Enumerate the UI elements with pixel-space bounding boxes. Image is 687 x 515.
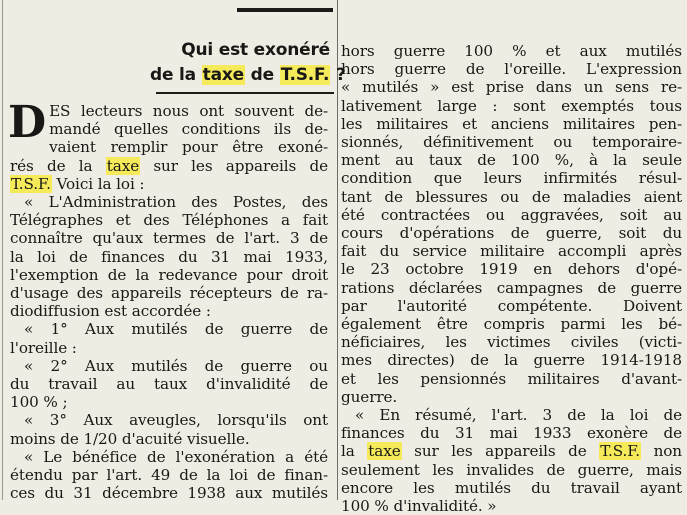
text-line: « 2° Aux mutilés de guerre ou [24,356,328,375]
highlight-tsf: T.S.F. [280,65,330,85]
margin-line [2,0,3,500]
text-line: « Le bénéfice de l'exonération a été [24,447,328,466]
headline-text: de la [150,65,202,85]
highlighted-word: taxe [368,442,401,461]
text-line: la taxe sur les appareils de T.S.F. non [341,442,682,461]
text-line: encore les mutilés du travail ayant [341,478,682,497]
text-line: 100 % ; [10,393,68,412]
headline-text: ? [330,65,346,85]
text-line: également être compris parmi les bé- [341,315,682,334]
text-line: le 23 octobre 1919 en dehors d'opé- [341,260,682,279]
right-column [341,42,682,515]
text-line: lativement large : sont exemptés tous [341,96,682,115]
text-line: rés de la taxe sur les appareils de [10,156,328,175]
text-line: « 3° Aux aveugles, lorsqu'ils ont [24,411,328,430]
text-line: ment au taux de 100 %, à la seule [341,151,682,170]
text-line: du travail au taux d'invalidité de [10,375,328,394]
text-line: et les pensionnés militaires d'avant- [341,369,682,388]
text-line: cours d'opérations de guerre, soit du [341,224,682,243]
headline-rule [156,92,334,94]
headline-line-1: Qui est exonéré [181,40,330,60]
article-headline [150,38,346,88]
text-line: rations déclarées campagnes de guerre [341,278,682,297]
text-line: T.S.F. Voici la loi : [11,174,145,193]
text-line: « En résumé, l'art. 3 de la loi de [355,406,682,425]
highlight-taxe: taxe [202,65,244,85]
text-line: la loi de finances du 31 mai 1933, [10,247,328,266]
left-column [8,97,328,503]
text-line: l'oreille : [10,338,77,357]
text-line: les militaires et anciens militaires pen- [341,114,682,133]
text-line: « L'Administration des Postes, des [24,193,328,212]
text-line: Télégraphes et des Téléphones a fait [10,211,328,230]
text-line: « 1° Aux mutilés de guerre de [24,320,328,339]
highlighted-word: T.S.F. [11,174,51,193]
headline-text: de [244,65,280,85]
text-line: 100 % d'invalidité. » [341,497,497,515]
text-line: seulement les invalides de guerre, mais [341,460,682,479]
text-line: condition que leurs infirmités résul- [341,169,682,188]
highlighted-word: T.S.F. [600,442,641,461]
headline-line-2 [150,63,346,88]
text-line: ES lecteurs nous ont souvent de- [49,102,328,120]
text-line: finances du 31 mai 1933 exonère de [341,424,682,443]
text-line: d'usage des appareils récepteurs de ra- [10,284,328,303]
top-rule [237,8,333,12]
highlighted-word: taxe [106,156,140,175]
text-line: l'exemption de la redevance pour droit [10,265,328,284]
text-line: néficiaires, les victimes civiles (victi- [341,333,682,352]
text-line: hors guerre 100 % et aux mutilés [341,42,682,60]
text-line: diodiffusion est accordée : [10,302,211,321]
text-line: guerre. [341,387,398,406]
text-line: vaient remplir pour être exoné- [49,138,328,157]
text-line: sionnés, définitivement ou temporaire- [341,133,682,152]
text-line: par l'autorité compétente. Doivent [341,296,682,315]
drop-cap: D [8,97,47,148]
text-line: mandé quelles conditions ils de- [49,120,328,139]
text-line: étendu par l'art. 49 de la loi de finan- [10,466,328,485]
text-line: connaître qu'aux termes de l'art. 3 de [10,229,328,248]
text-line: été contractées ou aggravées, soit au [341,205,682,224]
text-line: fait du service militaire accompli après [341,242,682,261]
text-line: ces du 31 décembre 1938 aux mutilés [10,484,328,503]
text-line: moins de 1/20 d'acuité visuelle. [10,429,250,448]
text-line: « mutilés » est prise dans un sens re- [341,78,682,97]
text-line: tant de blessures ou de maladies aient [341,187,682,206]
text-line: mes directes) de la guerre 1914-1918 [341,351,682,370]
text-line: hors guerre de l'oreille. L'expression [341,60,682,79]
